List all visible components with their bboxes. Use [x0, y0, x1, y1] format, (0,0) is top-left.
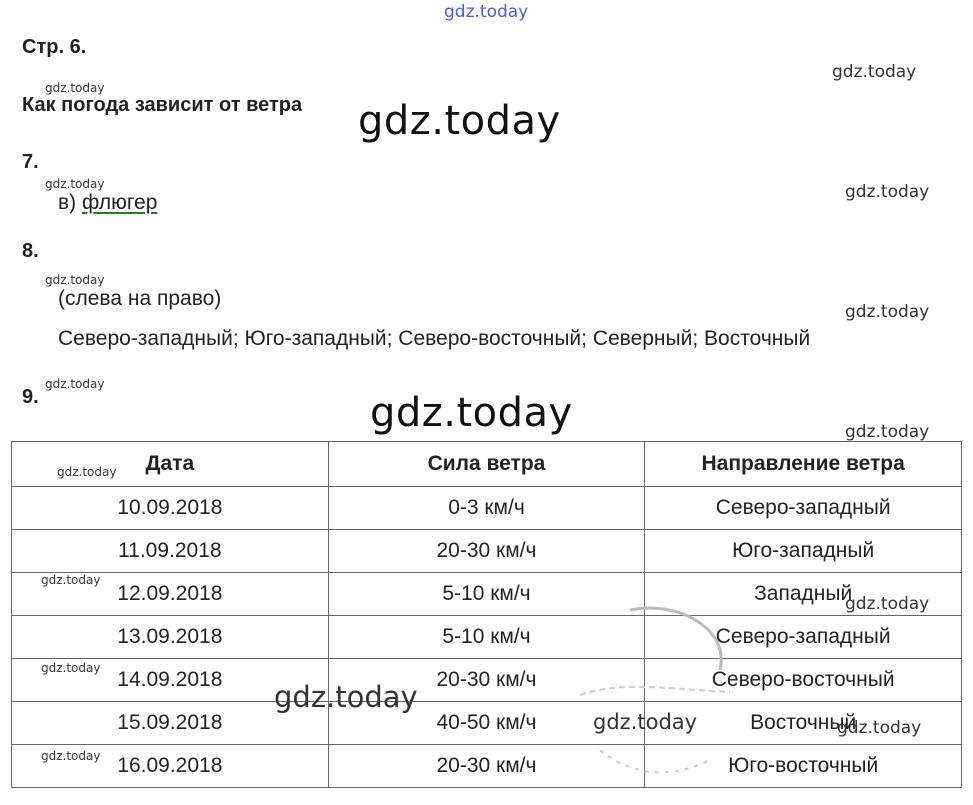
- watermark-text: gdz.today: [41, 661, 101, 675]
- watermark-text: gdz.today: [845, 302, 930, 322]
- cell-speed: 20-30 км/ч: [328, 530, 645, 573]
- table-row: [12, 702, 962, 745]
- cell-speed: 5-10 км/ч: [328, 573, 645, 616]
- wind-table: [11, 441, 962, 788]
- cell-date: 14.09.2018: [12, 659, 329, 702]
- cell-date: 11.09.2018: [12, 530, 329, 573]
- cell-direction: Западный: [645, 573, 962, 616]
- watermark-text: gdz.today: [274, 680, 418, 714]
- watermark-text: gdz.today: [57, 465, 117, 479]
- watermark-text: gdz.today: [45, 177, 105, 191]
- cell-date: 16.09.2018: [12, 745, 329, 788]
- cell-date: 13.09.2018: [12, 616, 329, 659]
- cell-date: 12.09.2018: [12, 573, 329, 616]
- cell-speed: 40-50 км/ч: [328, 702, 645, 745]
- answer-letter: в): [58, 191, 77, 214]
- watermark-text: gdz.today: [370, 390, 573, 436]
- table-row: [12, 745, 962, 788]
- table-row: [12, 573, 962, 616]
- answer-link-vane[interactable]: флюгер: [82, 191, 158, 214]
- stamp-mark: [560, 600, 750, 790]
- watermark-text: gdz.today: [837, 718, 922, 738]
- header-wind-direction: Направление ветра: [645, 442, 962, 487]
- watermark-text: gdz.today: [45, 377, 105, 391]
- watermark-text: gdz.today: [845, 182, 930, 202]
- cell-direction: Северо-западный: [645, 487, 962, 530]
- watermark-text: gdz.today: [41, 573, 101, 587]
- table-row: [12, 659, 962, 702]
- header-date: Дата: [12, 442, 329, 487]
- watermark-text: gdz.today: [45, 81, 105, 95]
- watermark-text: gdz.today: [845, 594, 930, 614]
- section-7-answer: [58, 191, 157, 215]
- watermark-text: gdz.today: [45, 273, 105, 287]
- cell-direction: Северо-восточный: [645, 659, 962, 702]
- watermark-text: gdz.today: [593, 710, 698, 734]
- section-8-number: 8.: [22, 240, 39, 262]
- header-wind-speed: Сила ветра: [328, 442, 645, 487]
- cell-speed: 20-30 км/ч: [328, 659, 645, 702]
- cell-direction: Юго-западный: [645, 530, 962, 573]
- watermark-text: gdz.today: [358, 98, 561, 144]
- table-header-row: [12, 442, 962, 487]
- section-8-answer: Северо-западный; Юго-западный; Северо-восточный; Северный; Восточный: [58, 327, 811, 350]
- watermark-text: gdz.today: [845, 422, 930, 442]
- watermark-text: gdz.today: [832, 62, 917, 82]
- watermark-text: gdz.today: [41, 749, 101, 763]
- cell-speed: 20-30 км/ч: [328, 745, 645, 788]
- page-label: Стр. 6.: [22, 36, 87, 58]
- cell-date: 10.09.2018: [12, 487, 329, 530]
- table-row: [12, 530, 962, 573]
- cell-speed: 0-3 км/ч: [328, 487, 645, 530]
- section-9-number: 9.: [22, 386, 39, 408]
- top-watermark: gdz.today: [444, 2, 529, 22]
- cell-direction: Юго-восточный: [645, 745, 962, 788]
- page-title: Как погода зависит от ветра: [22, 94, 303, 116]
- cell-speed: 5-10 км/ч: [328, 616, 645, 659]
- cell-direction: Восточный: [645, 702, 962, 745]
- section-7-number: 7.: [22, 151, 39, 173]
- section-8-note: (слева на право): [58, 287, 222, 310]
- table-row: [12, 616, 962, 659]
- cell-date: 15.09.2018: [12, 702, 329, 745]
- table-row: [12, 487, 962, 530]
- cell-direction: Северо-западный: [645, 616, 962, 659]
